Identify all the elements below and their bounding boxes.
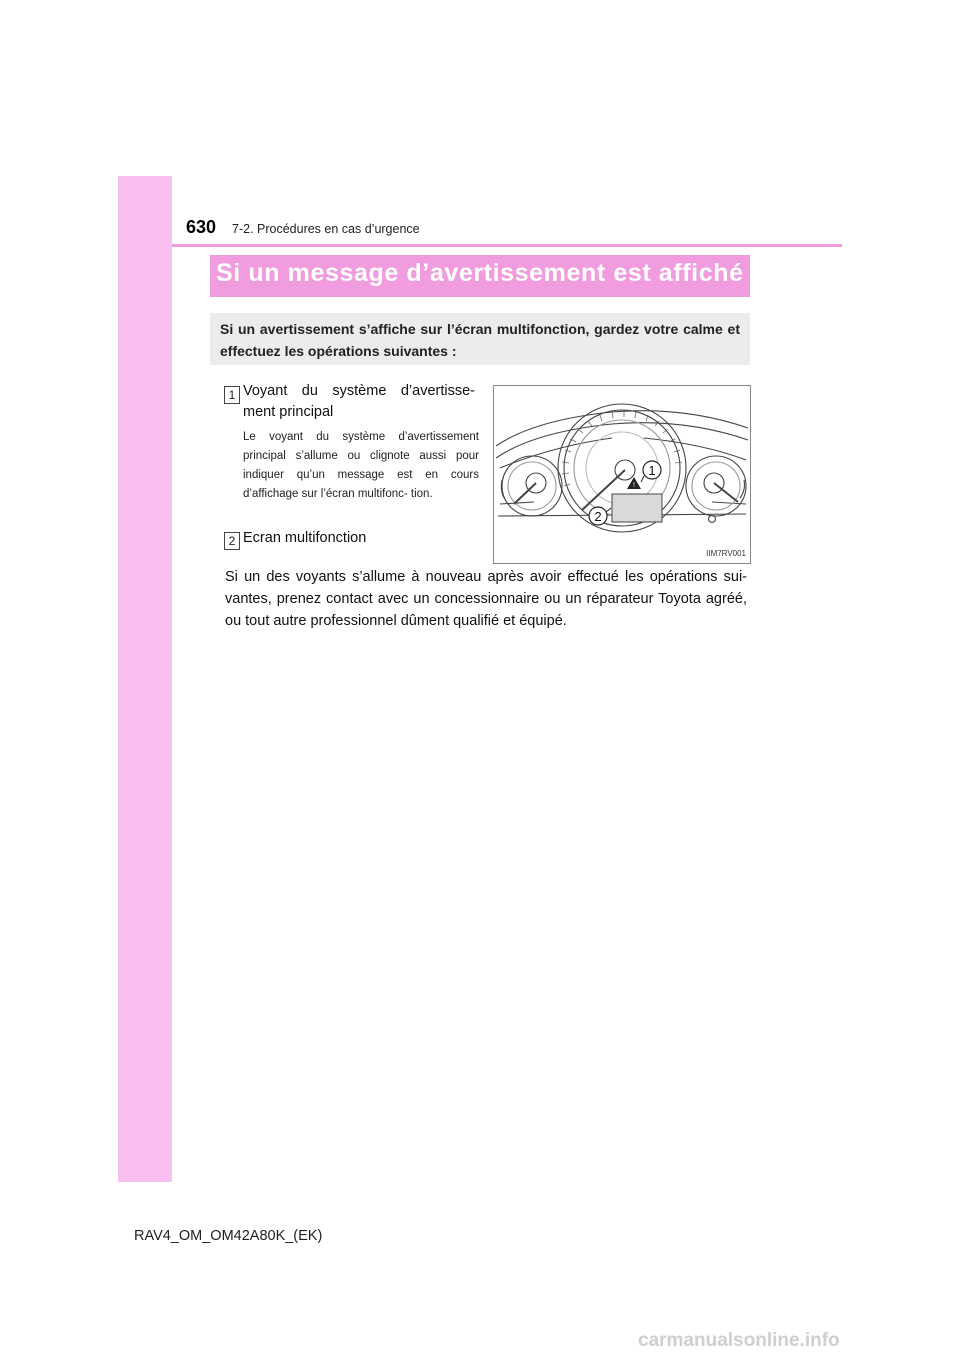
section-header: 7-2. Procédures en cas d’urgence [232,222,420,236]
figure-code: IIM7RV001 [706,549,746,558]
callout-1-label: 1 [648,463,656,478]
item-title: Ecran multifonction [243,530,367,546]
footer-document-code: RAV4_OM_OM42A80K_(EK) [134,1228,323,1244]
item-number-badge: 2 [224,532,240,550]
item-description: Le voyant du système d’avertissement principal s’allume ou clignote aussi pour indiquer qu’un message est en cours d’affichage sur l’écran multifonc- tion. [243,431,479,500]
instrument-cluster-diagram [494,386,750,563]
header-divider [172,244,842,247]
svg-text:!: ! [633,482,635,489]
callout-2-label: 2 [594,509,602,524]
intro-text: Si un avertissement s’affiche sur l’écran multifonction, gardez votre calme et effectuez les opérations suivantes : [220,321,740,359]
item-number-badge: 1 [224,386,240,404]
instrument-cluster-illustration [493,385,751,564]
watermark: carmanualsonline.info [638,1330,840,1351]
page-number: 630 [186,217,217,237]
intro-box [210,313,750,365]
item-title: Voyant du système d’avertisse- ment principal [243,383,475,420]
body-paragraph: Si un des voyants s’allume à nouveau après avoir effectué les opérations sui- vantes, prenez contact avec un concessionnaire ou un réparateur Toyota agréé, ou tout autre professionnel dûment qualifié et équipé. [225,569,747,629]
title-band [210,255,750,297]
side-color-band [118,176,172,1182]
multi-information-display [612,494,662,522]
page-title: Si un message d’avertissement est affiché [216,259,744,287]
